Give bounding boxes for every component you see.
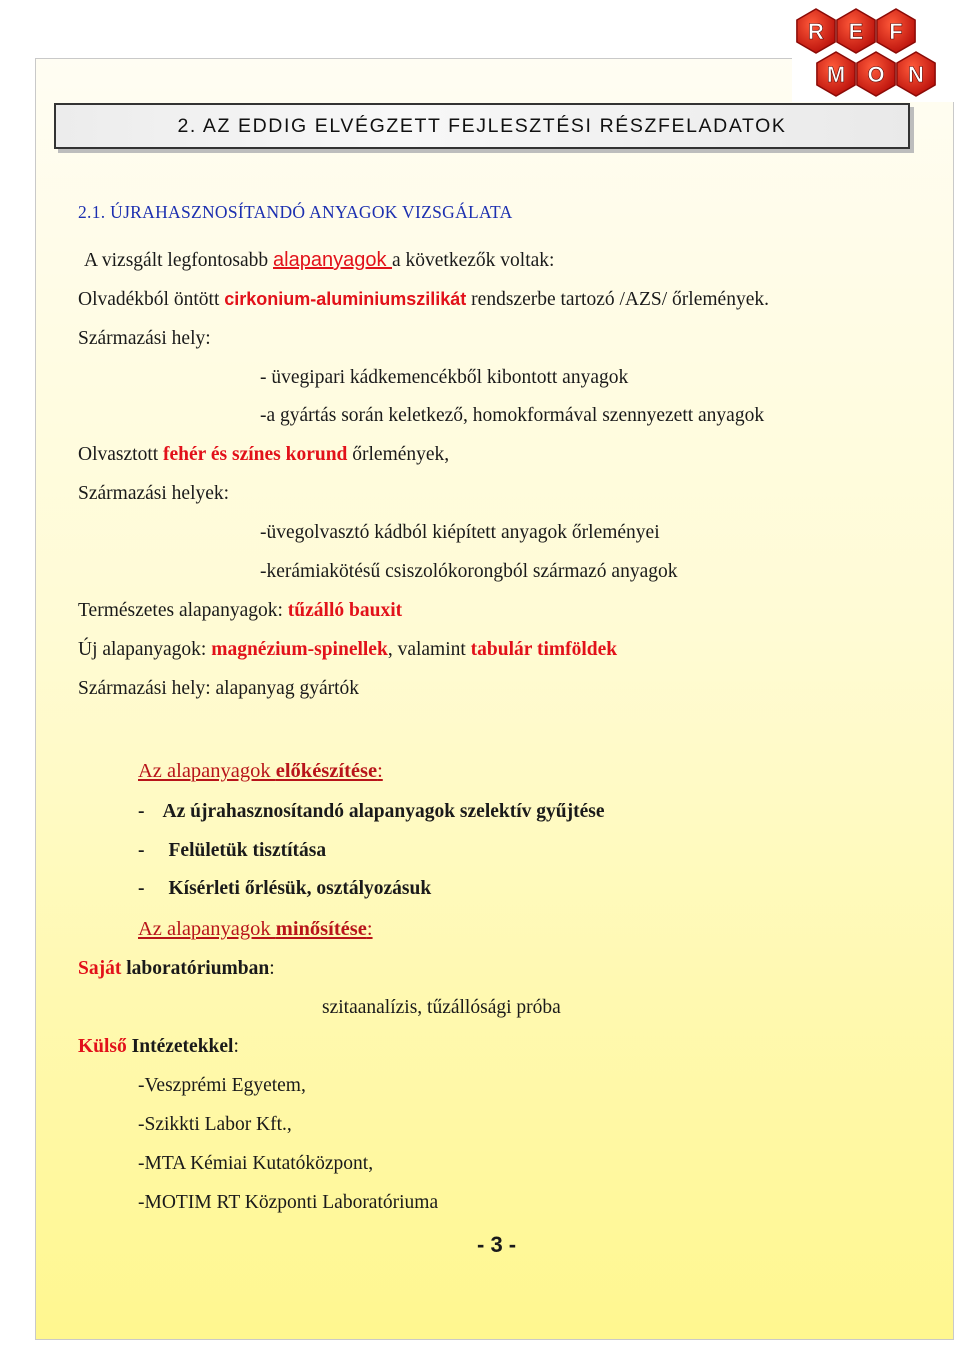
prep-item: - Az újrahasznosítandó alapanyagok szelektív gyűjtése (138, 801, 605, 822)
own-lab-label: Saját laboratóriumban: (78, 958, 275, 979)
origin-label: Származási hely: (78, 328, 211, 349)
intro-line: A vizsgált legfontosabb alapanyagok a következők voltak: (84, 249, 555, 271)
origin-item: - üvegipari kádkemencékből kibontott anyagok (260, 367, 629, 388)
institute-item: -MOTIM RT Központi Laboratóriuma (138, 1192, 439, 1213)
origin-line: Származási hely: alapanyag gyártók (78, 678, 360, 699)
refmon-logo (792, 4, 956, 102)
logo-letter: O (867, 62, 885, 87)
prep-item: - Kísérleti őrlésük, osztályozásuk (138, 878, 432, 899)
corundum-line: Olvasztott fehér és színes korund őrlemények, (78, 444, 450, 465)
page-number: - 3 - (477, 1232, 517, 1257)
section-heading: 2. AZ EDDIG ELVÉGZETT FEJLESZTÉSI RÉSZFELADATOK (54, 103, 910, 149)
origin-item: -üvegolvasztó kádból kiépített anyagok őrleményei (260, 522, 660, 543)
origins-label: Származási helyek: (78, 483, 230, 504)
institute-item: -MTA Kémiai Kutatóközpont, (138, 1153, 374, 1174)
preparation-heading: Az alapanyagok előkészítése: (138, 760, 383, 782)
azs-line: Olvadékból öntött cirkonium-aluminiumszilikát rendszerbe tartozó /AZS/ őrlemények. (78, 289, 769, 310)
logo-letter: R (808, 19, 824, 44)
origin-item: -a gyártás során keletkező, homokformával szennyezett anyagok (260, 405, 765, 426)
subsection-title: 2.1. ÚJRAHASZNOSÍTANDÓ ANYAGOK VIZSGÁLATA (78, 202, 513, 222)
institute-item: -Szikkti Labor Kft., (138, 1114, 292, 1135)
new-materials-line: Új alapanyagok: magnézium-spinellek, valamint tabulár timföldek (78, 639, 618, 660)
logo-letter: E (848, 19, 864, 44)
logo-letter: M (826, 62, 846, 87)
natural-materials-line: Természetes alapanyagok: tűzálló bauxit (78, 600, 403, 621)
own-lab-tests: szitaanalízis, tűzállósági próba (322, 997, 561, 1018)
origin-item: -kerámiakötésű csiszolókorongból származó anyagok (260, 561, 678, 582)
external-label: Külső Intézetekkel: (78, 1036, 239, 1057)
institute-item: -Veszprémi Egyetem, (138, 1075, 306, 1096)
logo-letter: N (908, 62, 924, 87)
prep-item: - Felületük tisztítása (138, 840, 327, 861)
logo-letter: F (889, 19, 903, 44)
qualification-heading: Az alapanyagok minősítése: (138, 918, 373, 940)
